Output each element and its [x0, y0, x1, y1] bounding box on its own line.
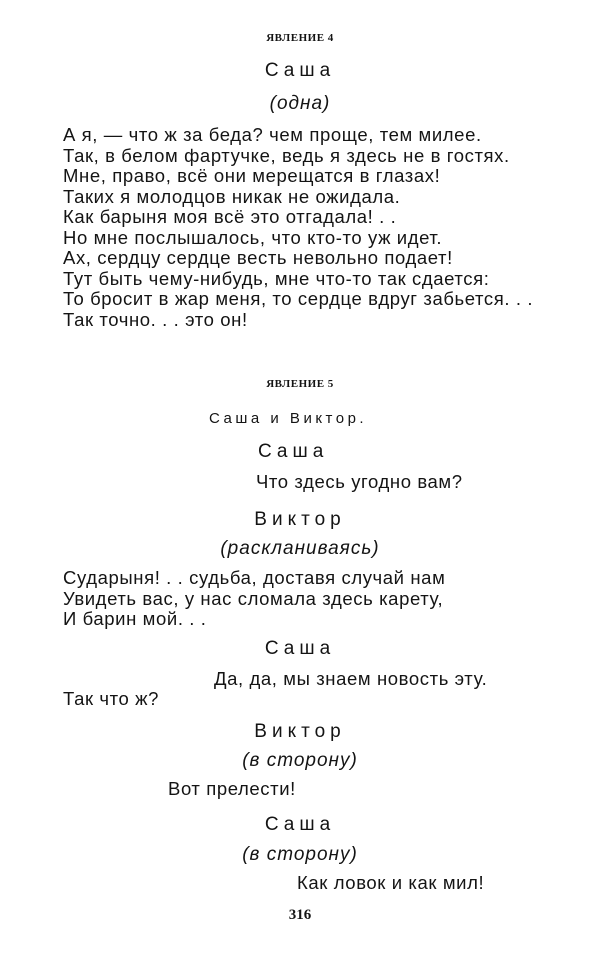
page-number: 316: [288, 907, 312, 923]
stage-direction: (в сторону): [242, 844, 358, 865]
verse-line: И барин мой. . .: [63, 608, 207, 629]
verse-line: Тут быть чему-нибудь, мне что-то так сдается:: [63, 267, 490, 289]
speaker-sasha: Саша: [264, 814, 336, 835]
speaker-sasha: Саша: [258, 441, 329, 462]
verse-line: Что здесь угодно вам?: [256, 471, 463, 492]
verse-line: Да, да, мы знаем новость эту.: [214, 668, 488, 689]
speaker-viktor: Виктор: [254, 721, 346, 742]
verse-line: То бросит в жар меня, то сердце вдруг забьется. . .: [63, 288, 534, 309]
scene-5-heading: ЯВЛЕНИЕ 5: [266, 378, 334, 390]
scene-4-heading: ЯВЛЕНИЕ 4: [266, 32, 334, 44]
speaker-viktor: Виктор: [254, 509, 346, 530]
verse-line: Как барыня моя всё это отгадала! . .: [63, 206, 397, 227]
scene-5-characters: Саша и Виктор.: [209, 410, 368, 427]
verse-line: А я, — что ж за беда? чем проще, тем милее.: [63, 124, 482, 145]
verse-line: Как ловок и как мил!: [297, 872, 485, 893]
scene-4-stage-direction: (одна): [269, 93, 331, 114]
verse-line: Но мне послышалось, что кто-то уж идет.: [63, 226, 443, 248]
verse-line: Сударыня! . . судьба, доставя случай нам: [63, 567, 446, 588]
verse-line: Ах, сердцу сердце весть невольно подает!: [63, 247, 453, 268]
scene-4-speaker: Саша: [264, 60, 336, 81]
stage-direction: (в сторону): [242, 750, 358, 771]
stage-direction: (раскланиваясь): [220, 538, 380, 559]
verse-line: Так что ж?: [63, 688, 159, 709]
viktor-speech: [63, 568, 445, 630]
verse-line: Так точно. . . это он!: [63, 308, 248, 330]
speaker-sasha: Саша: [264, 638, 336, 659]
verse-line: Мне, право, всё они мерещатся в глазах!: [63, 165, 441, 186]
verse-line: Таких я молодцов никак не ожидала.: [63, 185, 401, 207]
verse-line: Так, в белом фартучке, ведь я здесь не в гостях.: [63, 144, 510, 166]
verse-line: Увидеть вас, у нас сломала здесь карету,: [63, 587, 444, 609]
scene-4-monologue: [63, 125, 533, 330]
verse-line: Вот прелести!: [168, 778, 296, 799]
